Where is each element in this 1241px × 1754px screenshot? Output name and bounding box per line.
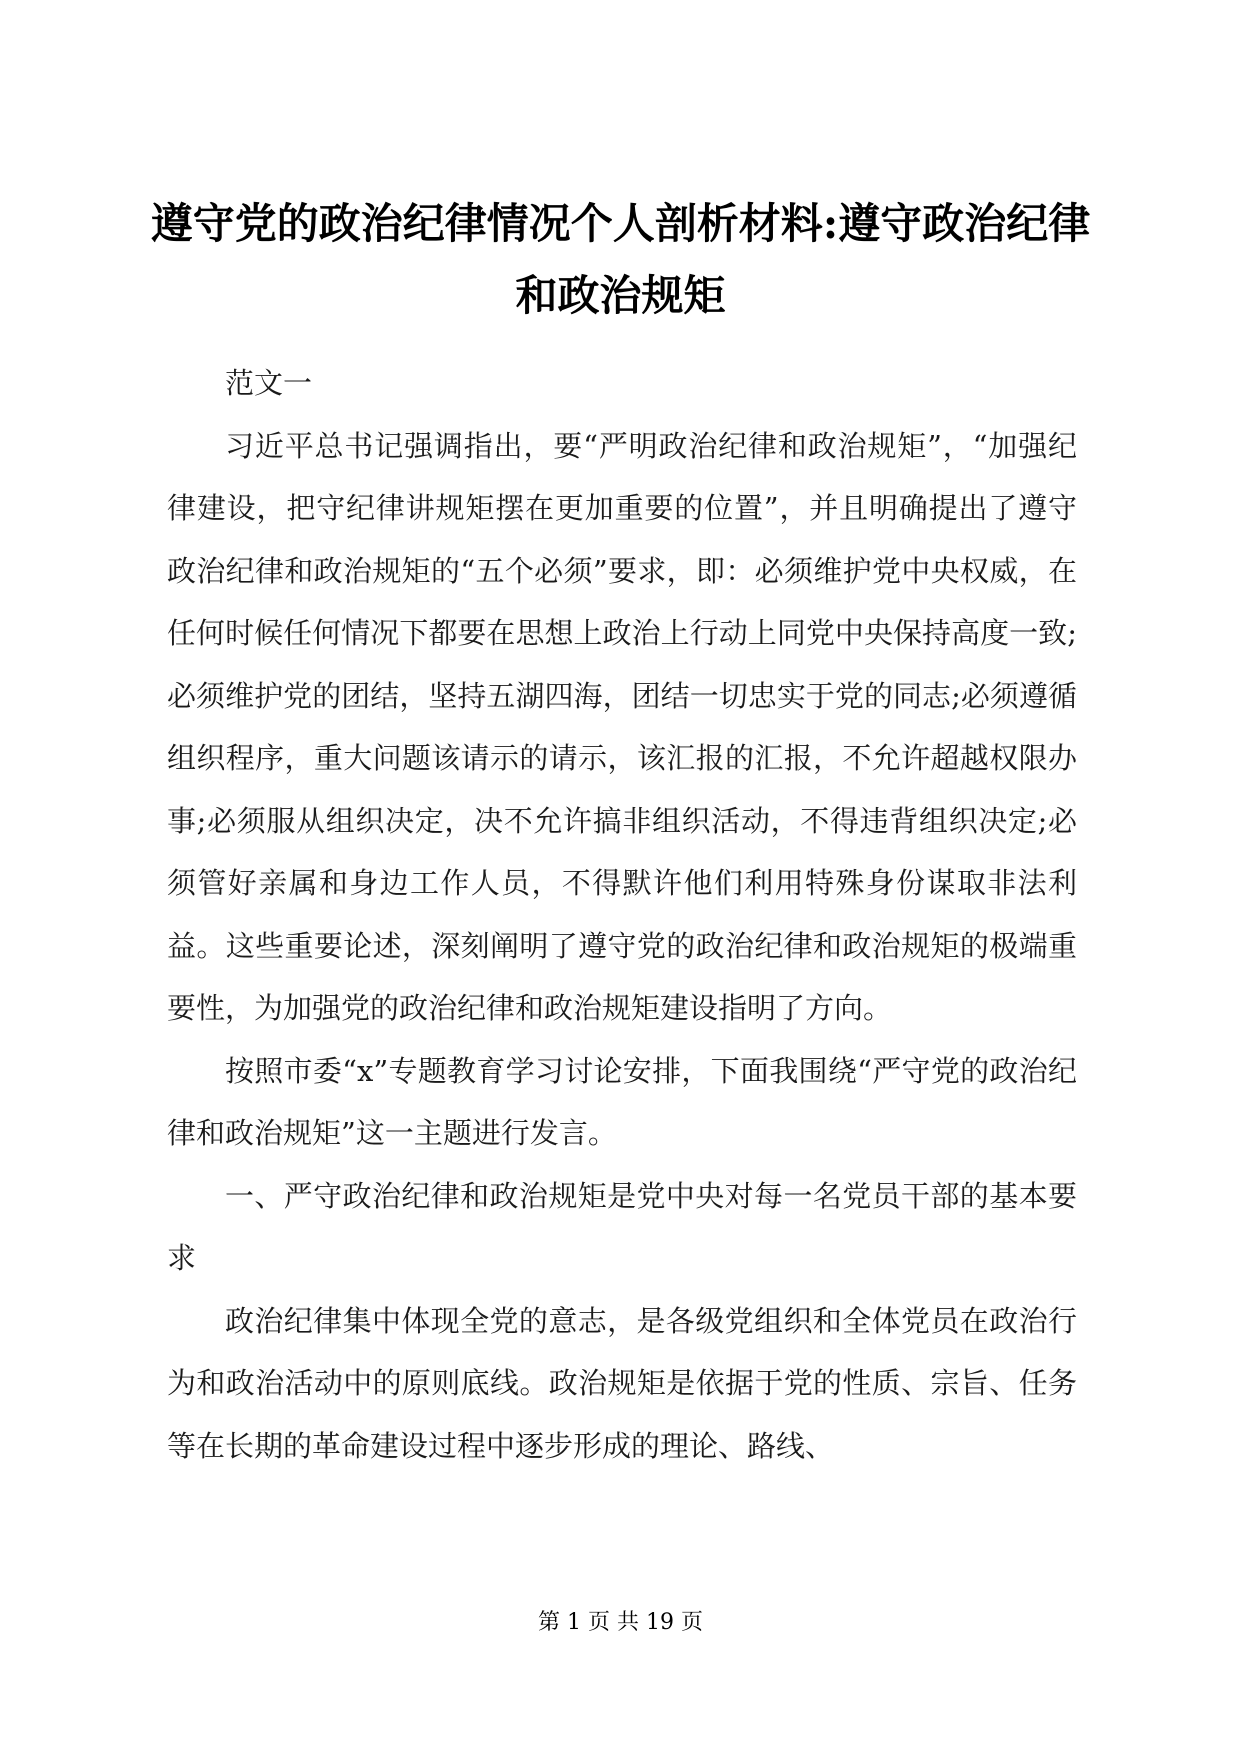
paragraph-quote-requirements: 习近平总书记强调指出，要“严明政治纪律和政治规矩”，“加强纪律建设，把守纪律讲规矩摆在更加重要的位置”，并且明确提出了遵守政治纪律和政治规矩的“五个必须”要求，即：必须维护党中央权威，在任何时候任何情况下都要在思想上政治上行动上同党中央保持高度一致;必须维护党的团结，坚持五湖四海，团结一切忠实于党的同志;必须遵循组织程序，重大问题该请示的请示，该汇报的汇报，不允许超越权限办事;必须服从组织决定，决不允许搞非组织活动，不得违背组织决定;必须管好亲属和身边工作人员，不得默许他们利用特殊身份谋取非法利益。这些重要论述，深刻阐明了遵守党的政治纪律和政治规矩的极端重要性，为加强党的政治纪律和政治规矩建设指明了方向。: [167, 428, 1077, 1025]
page-footer: 第 1 页 共 19 页: [538, 1610, 703, 1635]
document-title: 遵守党的政治纪律情况个人剖析材料:遵守政治纪律和政治规矩: [150, 199, 1091, 320]
document-body: [167, 352, 1077, 1477]
paragraph-arrangement: 按照市委“x”专题教育学习讨论安排，下面我围绕“严守党的政治纪律和政治规矩”这一主题进行发言。: [167, 1053, 1077, 1150]
paragraph-heading-fanwen: 范文一: [225, 366, 313, 400]
section-heading-one: 一、严守政治纪律和政治规矩是党中央对每一名党员干部的基本要求: [167, 1178, 1077, 1275]
paragraph-political-discipline: 政治纪律集中体现全党的意志，是各级党组织和全体党员在政治行为和政治活动中的原则底线。政治规矩是依据于党的性质、宗旨、任务等在长期的革命建设过程中逐步形成的理论、路线、: [167, 1303, 1077, 1463]
